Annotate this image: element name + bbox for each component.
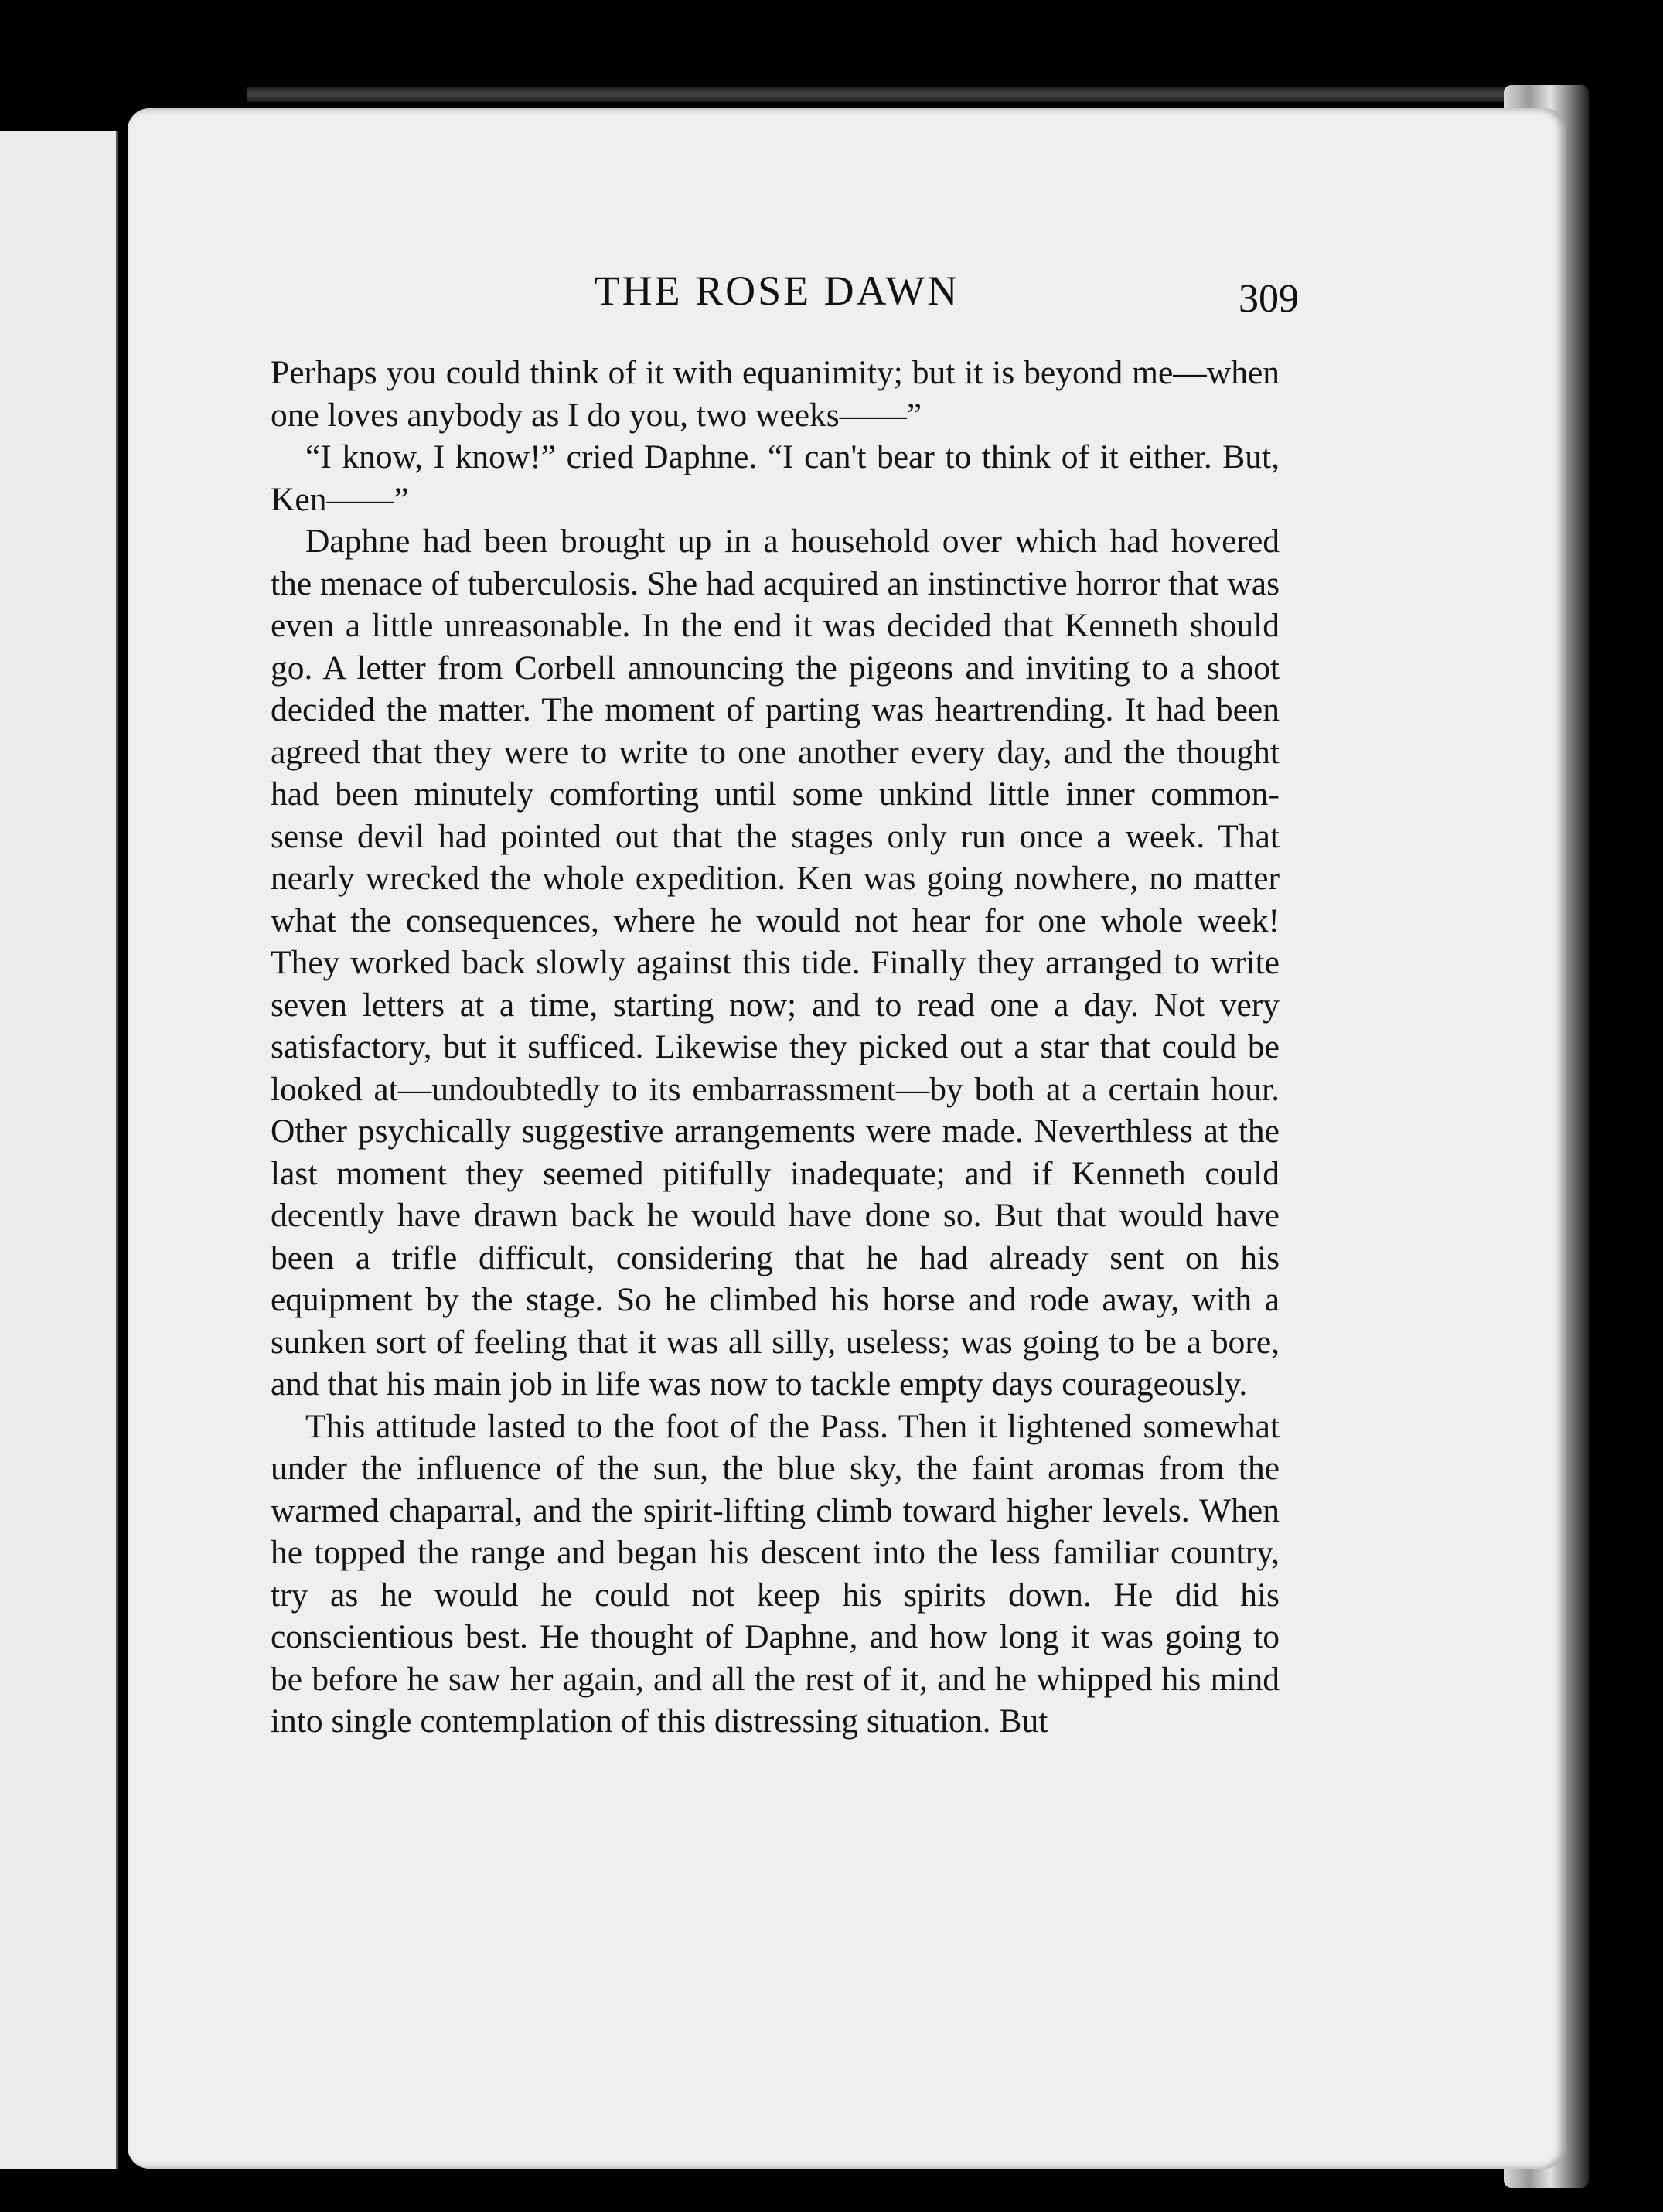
- body-text: [271, 352, 1280, 1743]
- paragraph: Daphne had been brought up in a household over which had hovered the menace of tuberculosis. She had acquired an instinctive horror that was even a little unreasonable. In the end it was decided that Kenneth should go. A letter from Corbell announcing the pigeons and inviting to a shoot decided the matter. The moment of parting was heartrending. It had been agreed that they were to write to one another every day, and the thought had been minutely comforting until some unkind little inner common-sense devil had pointed out that the stages only run once a week. That nearly wrecked the whole expedition. Ken was going nowhere, no matter what the consequences, where he would not hear for one whole week! They worked back slowly against this tide. Finally they arranged to write seven letters at a time, starting now; and to read one a day. Not very satisfactory, but it sufficed. Likewise they picked out a star that could be looked at—undoubtedly to its embarrassment—by both at a certain hour. Other psychically suggestive arrangements were made. Neverthless at the last moment they seemed pitifully inadequate; and if Kenneth could decently have drawn back he would have done so. But that would have been a trifle difficult, considering that he had already sent on his equipment by the stage. So he climbed his horse and rode away, with a sunken sort of feeling that it was all silly, useless; was going to be a bore, and that his main job in life was now to tackle empty days courageously.: [271, 523, 1280, 1403]
- left-page-edge: [0, 131, 118, 2169]
- page-header: [271, 267, 1299, 329]
- running-title: THE ROSE DAWN: [594, 268, 960, 314]
- page-top-edge: [247, 87, 1562, 102]
- paragraph: Perhaps you could think of it with equanimity; but it is beyond me—when one loves anybody as I do you, two weeks——”: [271, 354, 1280, 434]
- paragraph: “I know, I know!” cried Daphne. “I can't bear to think of it either. But, Ken——”: [271, 438, 1280, 518]
- paragraph: This attitude lasted to the foot of the Pass. Then it lightened somewhat under the influence of the sun, the blue sky, the faint aromas from the warmed chaparral, and the spirit-lifting climb toward higher levels. When he topped the range and began his descent into the less familiar country, try as he would he could not keep his spirits down. He did his conscientious best. He thought of Daphne, and how long it was going to be before he saw her again, and all the rest of it, and he whipped his mind into single contemplation of this distressing situation. But: [271, 1407, 1280, 1740]
- page-number: 309: [1239, 277, 1299, 321]
